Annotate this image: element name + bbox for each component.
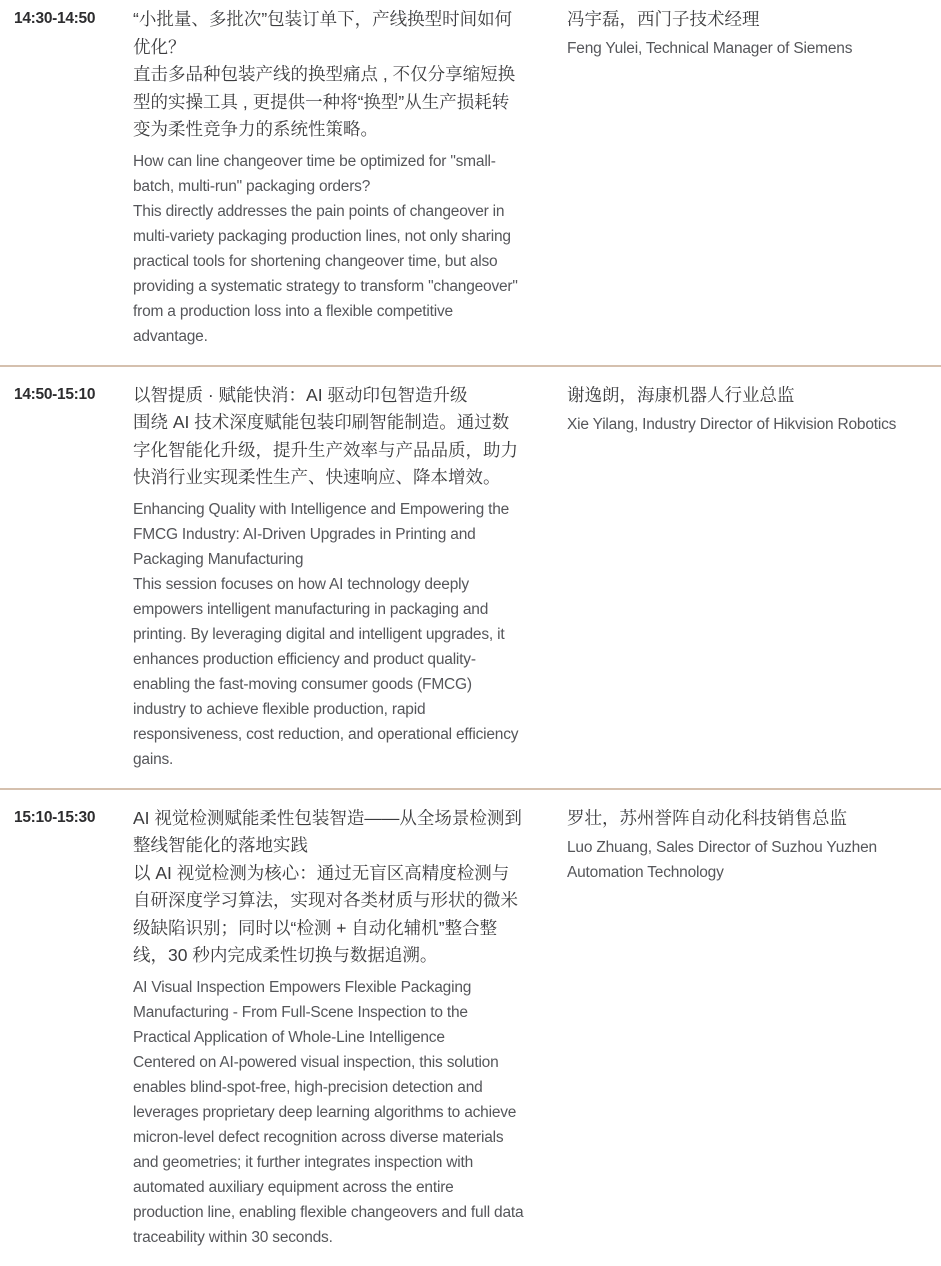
session-desc-cn: 以 AI 视觉检测为核心：通过无盲区高精度检测与自研深度学习算法，实现对各类材质与形状的微米级缺陷识别；同时以“检测 + 自动化辅机”整合整线，30 秒内完成柔性切换与数据追溯。 <box>133 862 518 965</box>
session-title-en: How can line changeover time be optimized for "small-batch, multi-run" packaging orders? <box>133 152 496 195</box>
session-desc-en: This directly addresses the pain points of changeover in multi-variety packaging production lines, not only sharing practical tools for shortening changeover time, but also providing a systematic strategy to transform "changeover" from a production loss into a flexible competitive advantage. <box>133 202 518 345</box>
session-time: 14:50-15:10 <box>14 385 96 403</box>
session-time: 14:30-14:50 <box>14 10 96 27</box>
session-row <box>0 788 941 1266</box>
session-desc-en: This session focuses on how AI technology deeply empowers intelligent manufacturing in packaging and printing. By leveraging digital and intelligent upgrades, it enhances production efficiency and product quality-enabling the fast-moving consumer goods (FMCG) industry to achieve flexible production, rapid responsiveness, cost reduction, and operational efficiency gains. <box>133 575 519 768</box>
session-title-cn: 以智提质 · 赋能快消：AI 驱动印包智造升级 <box>133 384 468 405</box>
session-title-cn: “小批量、多批次”包装订单下，产线换型时间如何优化？ <box>133 9 513 57</box>
speaker-name-cn: 罗壮，苏州誉阵自动化科技销售总监 <box>567 807 847 828</box>
speaker-title-en: Xie Yilang, Industry Director of Hikvision Robotics <box>567 415 897 433</box>
speaker-name-cn: 冯宇磊，西门子技术经理 <box>567 9 760 29</box>
session-title-en: Enhancing Quality with Intelligence and Empowering the FMCG Industry: AI-Driven Upgrades in Printing and Packaging Manufacturing <box>133 500 510 568</box>
speaker-cell <box>567 805 941 1250</box>
session-row <box>0 0 941 365</box>
speaker-name-cn: 谢逸朗，海康机器人行业总监 <box>567 384 795 405</box>
session-row <box>0 365 941 788</box>
session-desc-cn: 围绕 AI 技术深度赋能包装印刷智能制造。通过数字化智能化升级，提升生产效率与产品品质，助力快消行业实现柔性生产、快速响应、降本增效。 <box>133 412 518 487</box>
session-desc-en: Centered on AI-powered visual inspection, this solution enables blind-spot-free, high-precision detection and leverages proprietary deep learning algorithms to achieve micron-level defect recognition across diverse materials and geometries; it further integrates inspection with automated auxiliary equipment across the entire production line, enabling flexible changeovers and full data traceability within 30 seconds. <box>133 1053 524 1246</box>
speaker-cell <box>567 6 941 349</box>
session-desc-cn: 直击多品种包装产线的换型痛点 , 不仅分享缩短换型的实操工具 , 更提供一种将“换型”从生产损耗转变为柔性竞争力的系统性策略。 <box>133 64 516 139</box>
session-content <box>133 805 567 1250</box>
session-time: 15:10-15:30 <box>14 808 96 826</box>
speaker-title-en: Feng Yulei, Technical Manager of Siemens <box>567 40 853 57</box>
speaker-title-en: Luo Zhuang, Sales Director of Suzhou Yuzhen Automation Technology <box>567 838 877 881</box>
session-title-en: AI Visual Inspection Empowers Flexible Packaging Manufacturing - From Full-Scene Inspection to the Practical Application of Whole-Line Intelligence <box>133 978 472 1046</box>
session-content <box>133 382 567 772</box>
session-content <box>133 6 567 349</box>
speaker-cell <box>567 382 941 772</box>
session-title-cn: AI 视觉检测赋能柔性包装智造——从全场景检测到整线智能化的落地实践 <box>133 807 522 855</box>
